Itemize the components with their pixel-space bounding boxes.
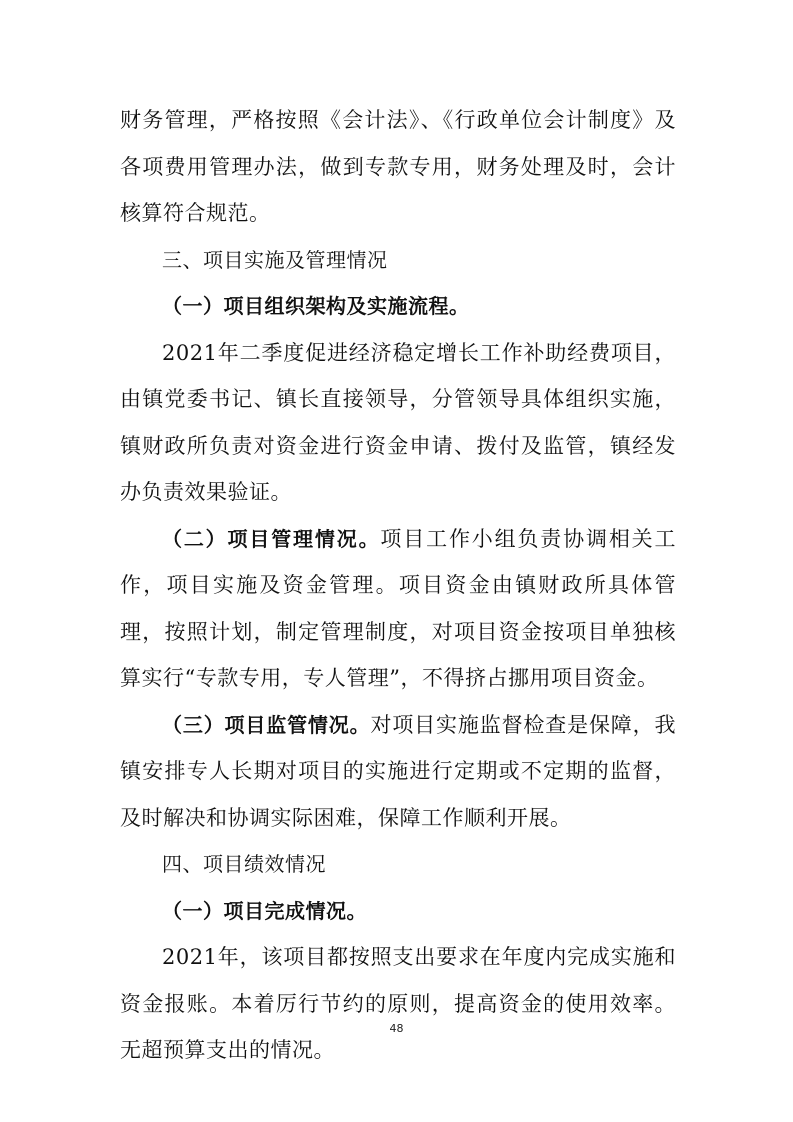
subsection-heading-organization: （一）项目组织架构及实施流程。 — [162, 294, 470, 318]
paragraph-supervision-body: 对项目实施监督检查是保障，我镇安排专人长期对项目的实施进行定期或不定期的监督，及时解决和协调实际困难，保障工作顺利开展。 — [120, 712, 677, 830]
paragraph-organization: 2021年二季度促进经济稳定增长工作补助经费项目，由镇党委书记、镇长直接领导，分管领导具体组织实施，镇财政所负责对资金进行资金申请、拨付及监管，镇经发办负责效果验证。 — [120, 340, 676, 504]
subsection-heading-supervision: （三）项目监管情况。 — [162, 712, 371, 737]
paragraph-completion: 2021年，该项目都按照支出要求在年度内完成实施和资金报账。本着厉行节约的原则，提高资金的使用效率。无超预算支出的情况。 — [120, 945, 676, 1062]
subsection-heading-completion: （一）项目完成情况。 — [162, 898, 367, 923]
paragraph-finance-management: 财务管理，严格按照《会计法》、《行政单位会计制度》及各项费用管理办法，做到专款专用，财务处理及时，会计核算符合规范。 — [120, 108, 676, 225]
page-number: 48 — [389, 1022, 404, 1035]
paragraph-project-supervision — [120, 702, 676, 842]
document-body — [120, 97, 676, 1074]
section-heading-performance: 四、项目绩效情况 — [162, 852, 326, 876]
subsection-heading-management: （二）项目管理情况。 — [162, 526, 381, 551]
paragraph-project-management — [120, 516, 676, 702]
paragraph-management-body: 项目工作小组负责协调相关工作，项目实施及资金管理。项目资金由镇财政所具体管理，按照计划，制定管理制度，对项目资金按项目单独核算实行“专款专用，专人管理”，不得挤占挪用项目资金。 — [120, 526, 677, 690]
section-heading-implementation: 三、项目实施及管理情况 — [162, 247, 388, 272]
